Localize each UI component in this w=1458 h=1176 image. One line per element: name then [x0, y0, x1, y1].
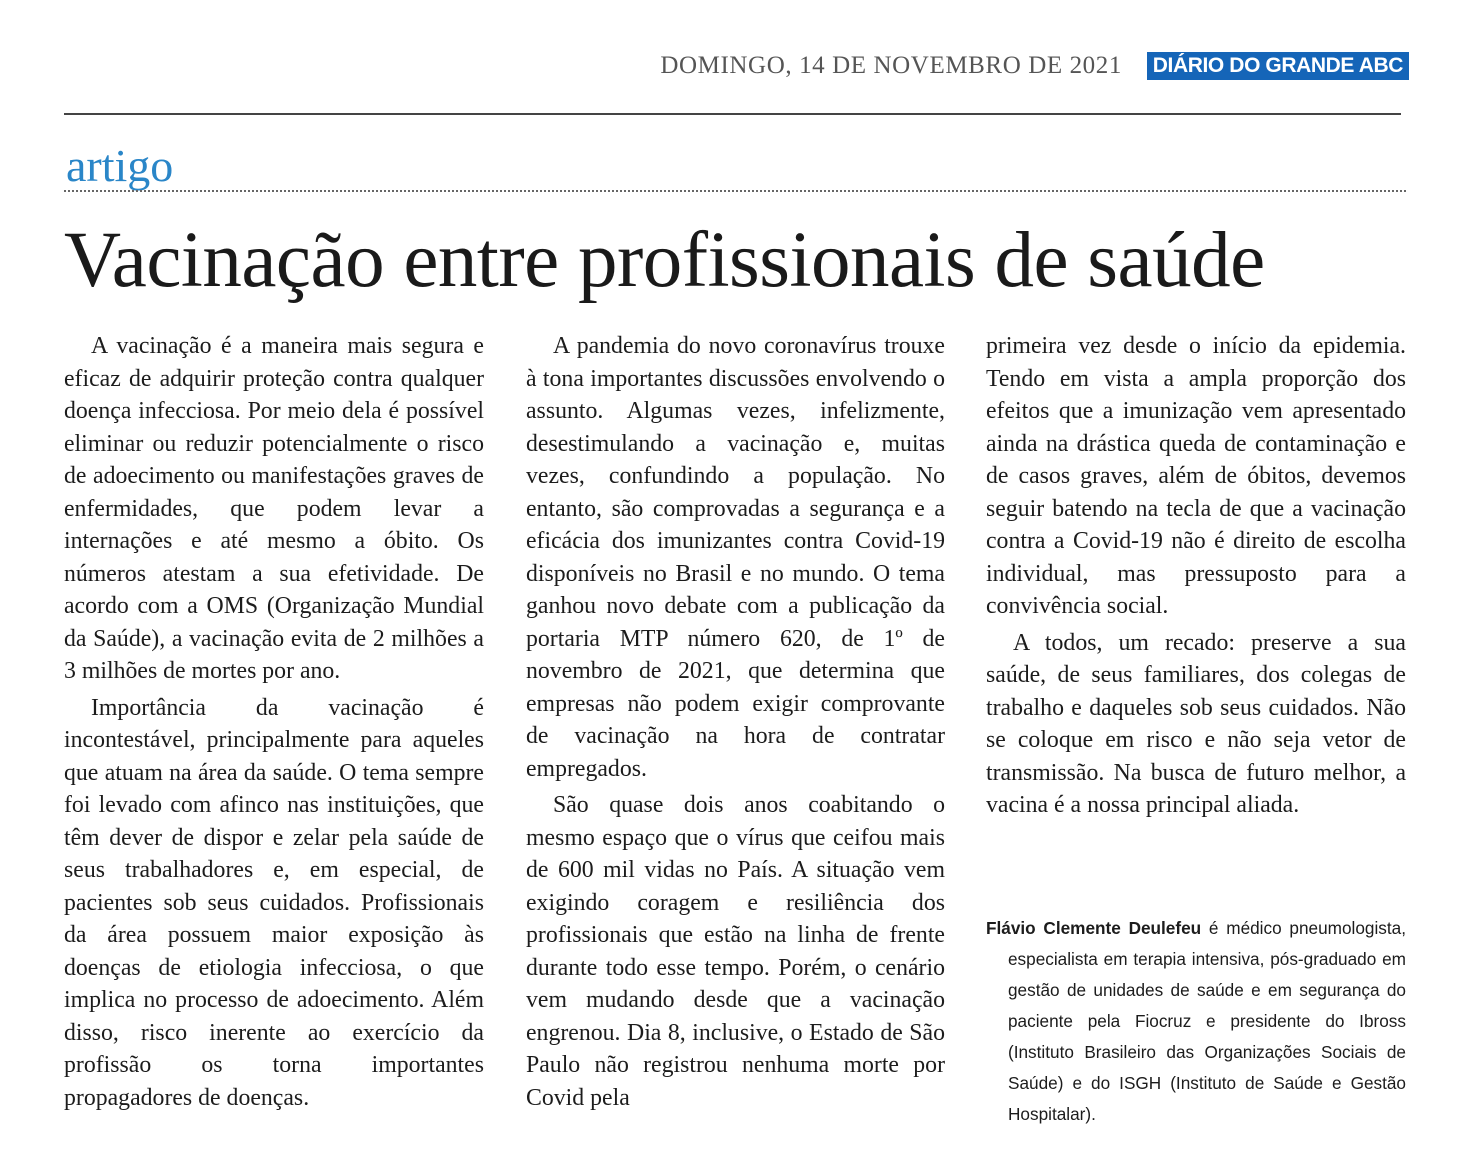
- paragraph: A todos, um recado: preserve a sua saúde, de seus familiares, dos colegas de trabalho e daqueles sob seus cuidados. Não se coloque em risco e não seja vetor de transmissão. Na busca de futuro melhor, a vacina é a nossa principal aliada.: [986, 629, 1406, 818]
- publication-logo: DIÁRIO DO GRANDE ABC: [1147, 52, 1409, 80]
- author-bio: [986, 913, 1406, 1130]
- header-divider: [64, 113, 1401, 115]
- paragraph: A pandemia do novo coronavírus trouxe à tona importantes discussões envolvendo o assunto. Algumas vezes, infelizmente, desestimulando a vacinação e, muitas vezes, confundindo a população. No entanto, são comprovadas a segurança e a eficácia dos imunizantes contra Covid-19 disponíveis no Brasil e no mundo. O tema ganhou novo debate com a publicação da portaria MTP número 620, de 1º de novembro de 2021, que determina que empresas não podem exigir comprovante de vacinação na hora de contratar empregados.: [526, 333, 945, 782]
- paragraph: A vacinação é a maneira mais segura e eficaz de adquirir proteção contra qualquer doença infecciosa. Por meio dela é possível eliminar ou reduzir potencialmente o risco de adoecimento ou manifestações graves de enfermidades, que podem levar a internações e até mesmo a óbito. Os números atestam a sua efetividade. De acordo com a OMS (Organização Mundial da Saúde), a vacinação evita de 2 milhões a 3 milhões de mortes por ano.: [64, 333, 484, 684]
- page-header: [64, 48, 1409, 86]
- paragraph: primeira vez desde o início da epidemia. Tendo em vista a ampla proporção dos efeitos que a imunização vem apresentado ainda na drástica queda de contaminação e de casos graves, além de óbitos, devemos seguir batendo na tecla de que a vacinação contra a Covid-19 não é direito de escolha individual, mas pressuposto para a convivência social.: [986, 333, 1406, 619]
- article-column-2: [526, 330, 945, 1114]
- edition-date: DOMINGO, 14 DE NOVEMBRO DE 2021: [660, 52, 1122, 79]
- author-name: Flávio Clemente Deulefeu: [986, 918, 1202, 938]
- article-column-1: [64, 330, 484, 1114]
- section-divider: [64, 190, 1406, 192]
- article-column-3: [986, 330, 1406, 822]
- paragraph: São quase dois anos coabitando o mesmo espaço que o vírus que ceifou mais de 600 mil vidas no País. A situação vem exigindo coragem e resiliência dos profissionais que estão na linha de frente durante todo esse tempo. Porém, o cenário vem mudando desde que a vacinação engrenou. Dia 8, inclusive, o Estado de São Paulo não registrou nenhuma morte por Covid pela: [526, 792, 945, 1111]
- section-label: artigo: [66, 140, 174, 191]
- paragraph: Importância da vacinação é incontestável, principalmente para aqueles que atuam na área da saúde. O tema sempre foi levado com afinco nas instituições, que têm dever de dispor e zelar pela saúde de seus trabalhadores e, em especial, de pacientes sob seus cuidados. Profissionais da área possuem maior exposição às doenças de etiologia infecciosa, o que implica no processo de adoecimento. Além disso, risco inerente ao exercício da profissão os torna importantes propagadores de doenças.: [64, 694, 484, 1111]
- article-headline: Vacinação entre profissionais de saúde: [64, 217, 1265, 304]
- author-description: é médico pneumologista, especialista em terapia intensiva, pós-graduado em gestão de unidades de saúde e em segurança do paciente pela Fiocruz e presidente do Ibross (Instituto Brasileiro das Organizações Sociais de Saúde) e do ISGH (Instituto de Saúde e Gestão Hospitalar).: [1008, 918, 1406, 1124]
